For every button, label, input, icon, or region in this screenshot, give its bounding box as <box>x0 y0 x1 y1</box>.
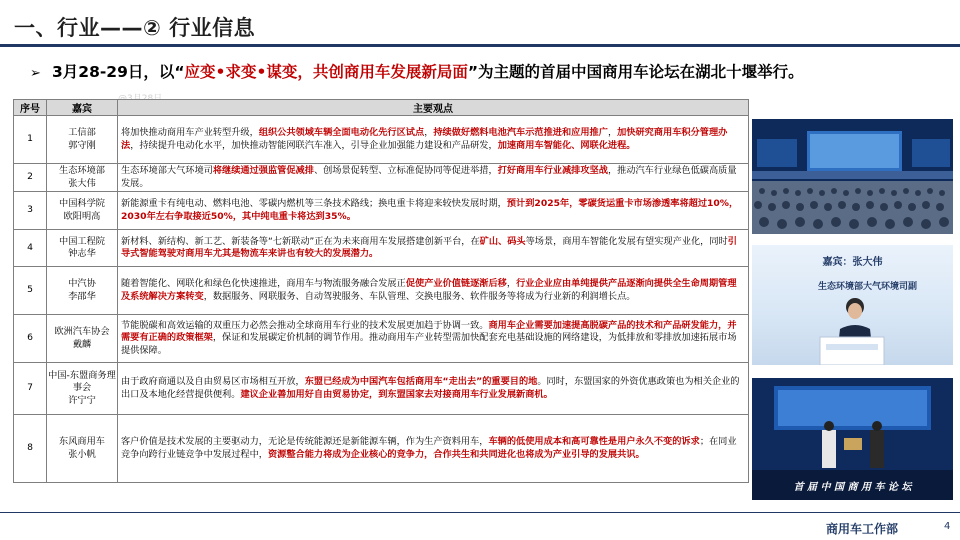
viewpoint-highlight: 资源整合能力将成为企业核心的竞争力，合作共生和共同进化也将成为产业引导的发展共识。 <box>268 448 645 460</box>
speaker-caption-guest: 嘉宾：张大伟 <box>822 257 883 268</box>
table-row <box>14 415 749 483</box>
viewpoint-text: ，持续提升电动化水平，加快推动智能网联汽车准入，引导企业加强能力建设和产品研发， <box>130 139 498 151</box>
viewpoint-cell <box>118 192 749 230</box>
viewpoint-highlight: 东盟已经成为中国汽车包括商用车“走出去”的重要目的地 <box>304 376 538 387</box>
viewpoint-highlight: 商用车企业需要加速提高脱碳产品的技术和产品研发能力，并需要有正确的政策框架 <box>121 319 737 344</box>
viewpoint-text: ；在同业竞争向跨行业链竞争中发展过程中， <box>121 436 737 460</box>
guest-name: 钟志华 <box>68 248 96 259</box>
viewpoint-cell <box>118 164 749 192</box>
viewpoint-text: 新材料、新结构、新工艺、新装备等“七新联动”正在为未来商用车发展搭建创新平台，在 <box>121 235 480 247</box>
guest-name: 张小帆 <box>68 448 96 460</box>
row-index: 2 <box>14 164 47 192</box>
footer-department: 商用车工作部 <box>826 522 899 536</box>
guest-org: 中国科学院 <box>59 198 105 209</box>
viewpoint-highlight: 将继续通过强监管促减排 <box>212 165 314 176</box>
viewpoint-highlight: 组织公共领域车辆全面电动化先行区试点 <box>258 127 425 138</box>
headline <box>30 60 804 82</box>
table-row <box>14 164 749 192</box>
table-row <box>14 230 749 267</box>
table-header-row <box>14 100 749 116</box>
table-body <box>14 116 749 483</box>
viewpoint-text: 由于政府商通以及自由贸易区市场相互开放， <box>121 376 305 387</box>
forum-views-table <box>13 99 749 483</box>
guest-name: 许宁宁 <box>68 394 96 406</box>
viewpoint-text: 。同时，东盟国家的外资优惠政策也为相关企业的出口及本地化经营提供便利。 <box>121 376 740 400</box>
row-index: 7 <box>14 363 47 415</box>
guest-name: 欧阳明高 <box>63 210 101 222</box>
guest-cell <box>47 415 118 483</box>
row-index: 4 <box>14 230 47 267</box>
speaker-illustration <box>752 245 953 365</box>
row-index: 8 <box>14 415 47 483</box>
row-index: 3 <box>14 192 47 230</box>
ceremony-banner-text: 首 届 中 国 商 用 车 论 坛 <box>793 482 912 493</box>
guest-cell <box>47 116 118 164</box>
forum-hall-illustration <box>752 119 953 234</box>
guest-org: 工信部 <box>68 127 96 138</box>
viewpoint-cell <box>118 415 749 483</box>
guest-name: 张大伟 <box>68 177 96 189</box>
guest-name: 李邵华 <box>68 290 96 302</box>
arrow-bullet-icon: ➢ <box>30 66 41 81</box>
row-index: 6 <box>14 315 47 363</box>
guest-org: 中国-东盟商务理事会 <box>48 369 116 394</box>
viewpoint-highlight: 促使产业价值链逐渐后移 <box>405 278 507 289</box>
viewpoint-cell <box>118 267 749 315</box>
viewpoint-highlight: 车辆的低使用成本和高可靠性是用户永久不变的诉求 <box>488 436 700 447</box>
viewpoint-cell <box>118 230 749 267</box>
headline-theme: 应变•求变•谋变，共创商用车发展新局面 <box>184 63 468 81</box>
row-index: 5 <box>14 267 47 315</box>
guest-cell <box>47 363 118 415</box>
table-row <box>14 363 749 415</box>
guest-cell <box>47 164 118 192</box>
guest-name: 郭守刚 <box>68 139 96 151</box>
headline-suffix: ”为主题的首届中国商用车论坛在湖北十堰举行。 <box>467 63 804 81</box>
guest-cell <box>47 230 118 267</box>
viewpoint-text: 新能源重卡有纯电动、燃料电池、零碳内燃机等三条技术路线；换电重卡将迎来较快发展时期， <box>121 198 507 209</box>
viewpoint-highlight: 引导式智能驾驶对商用车尤其是物流车来讲也有较大的发展潜力。 <box>121 235 737 259</box>
col-header-guest: 嘉宾 <box>47 100 118 116</box>
viewpoint-highlight: 矿山、码头 <box>479 235 526 247</box>
footer-divider <box>0 512 960 513</box>
table-row <box>14 192 749 230</box>
viewpoint-text: ， <box>424 127 434 138</box>
viewpoint-highlight: 持续做好燃料电池汽车示范推进和应用推广 <box>433 127 608 138</box>
guest-cell <box>47 315 118 363</box>
forum-hall-photo <box>752 119 953 234</box>
table-row <box>14 315 749 363</box>
viewpoint-highlight: 行业企业应由单纯提供产品逐渐向提供全生命周期管理及系统解决方案转变 <box>121 278 737 302</box>
viewpoint-text: 随着智能化、网联化和绿色化快速推进，商用车与物流服务融合发展正 <box>121 278 406 289</box>
guest-name: 戴麟 <box>72 338 92 350</box>
viewpoint-text: ， <box>607 127 618 138</box>
viewpoint-text: ， <box>506 278 517 289</box>
viewpoint-cell <box>118 116 749 164</box>
viewpoint-highlight: 加快研究商用车积分管理办法 <box>121 127 728 151</box>
headline-prefix: 3月28-29日，以“ <box>52 63 185 81</box>
viewpoint-text: ，数据服务、网联服务、自动驾驶服务、车队管理、交换电服务、软件服务等将成为行业新的利润增长点。 <box>203 290 636 302</box>
viewpoint-highlight: 建议企业善加用好自由贸易协定，到东盟国家去对接商用车行业发展新商机。 <box>240 388 553 400</box>
viewpoint-text: ，推动汽车行业绿色低碳高质量发展。 <box>121 165 737 189</box>
guest-cell <box>47 267 118 315</box>
col-header-index: 序号 <box>14 100 47 116</box>
viewpoint-text: 、创场景促转型、立标准促协同等促进举措， <box>313 165 498 176</box>
page-title: 一、行业——② 行业信息 <box>14 16 256 40</box>
row-index: 1 <box>14 116 47 164</box>
speaker-photo <box>752 245 953 365</box>
guest-org: 生态环境部 <box>59 165 105 176</box>
viewpoint-text: 客户价值是技术发展的主要驱动力，无论是传统能源还是新能源车辆，作为生产资料用车， <box>121 436 489 447</box>
viewpoint-text: ，保证和发展碳定价机制的调节作用。推动商用车产业转型需加快配套充电基础设施的网络建设，为低排放和零排放加速拓展市场提供保障。 <box>121 332 737 356</box>
table-row <box>14 267 749 315</box>
ceremony-photo <box>752 378 953 500</box>
viewpoint-cell <box>118 315 749 363</box>
viewpoint-text: 将加快推动商用车产业转型升级， <box>121 127 259 138</box>
col-header-viewpoint: 主要观点 <box>118 100 749 116</box>
viewpoint-highlight: 加速商用车智能化、网联化进程。 <box>497 139 636 151</box>
viewpoint-highlight: 打好商用车行业减排攻坚战 <box>497 165 608 176</box>
viewpoint-highlight: 预计到2025年，零碳货运重卡市场渗透率将超过10%，2030年左右争取接近50%，其中纯电重卡将达到35%。 <box>121 198 739 222</box>
table-row <box>14 116 749 164</box>
guest-org: 东风商用车 <box>59 436 105 447</box>
viewpoint-cell <box>118 363 749 415</box>
viewpoint-text: 节能脱碳和高效运输的双重压力必然会推动全球商用车行业的技术发展更加趋于协调一致。 <box>121 319 489 331</box>
guest-org: 欧洲汽车协会 <box>54 326 110 337</box>
guest-org: 中国工程院 <box>59 235 105 247</box>
guest-cell <box>47 192 118 230</box>
page-number: 4 <box>944 521 951 532</box>
guest-org: 中汽协 <box>68 278 96 289</box>
viewpoint-text: 生态环境部大气环境司 <box>121 165 213 176</box>
viewpoint-text: 等场景，商用车智能化发展有望实现产业化，同时 <box>525 235 728 247</box>
speaker-caption-org: 生态环境部大气环境司副 <box>818 282 918 292</box>
title-divider <box>0 44 960 47</box>
